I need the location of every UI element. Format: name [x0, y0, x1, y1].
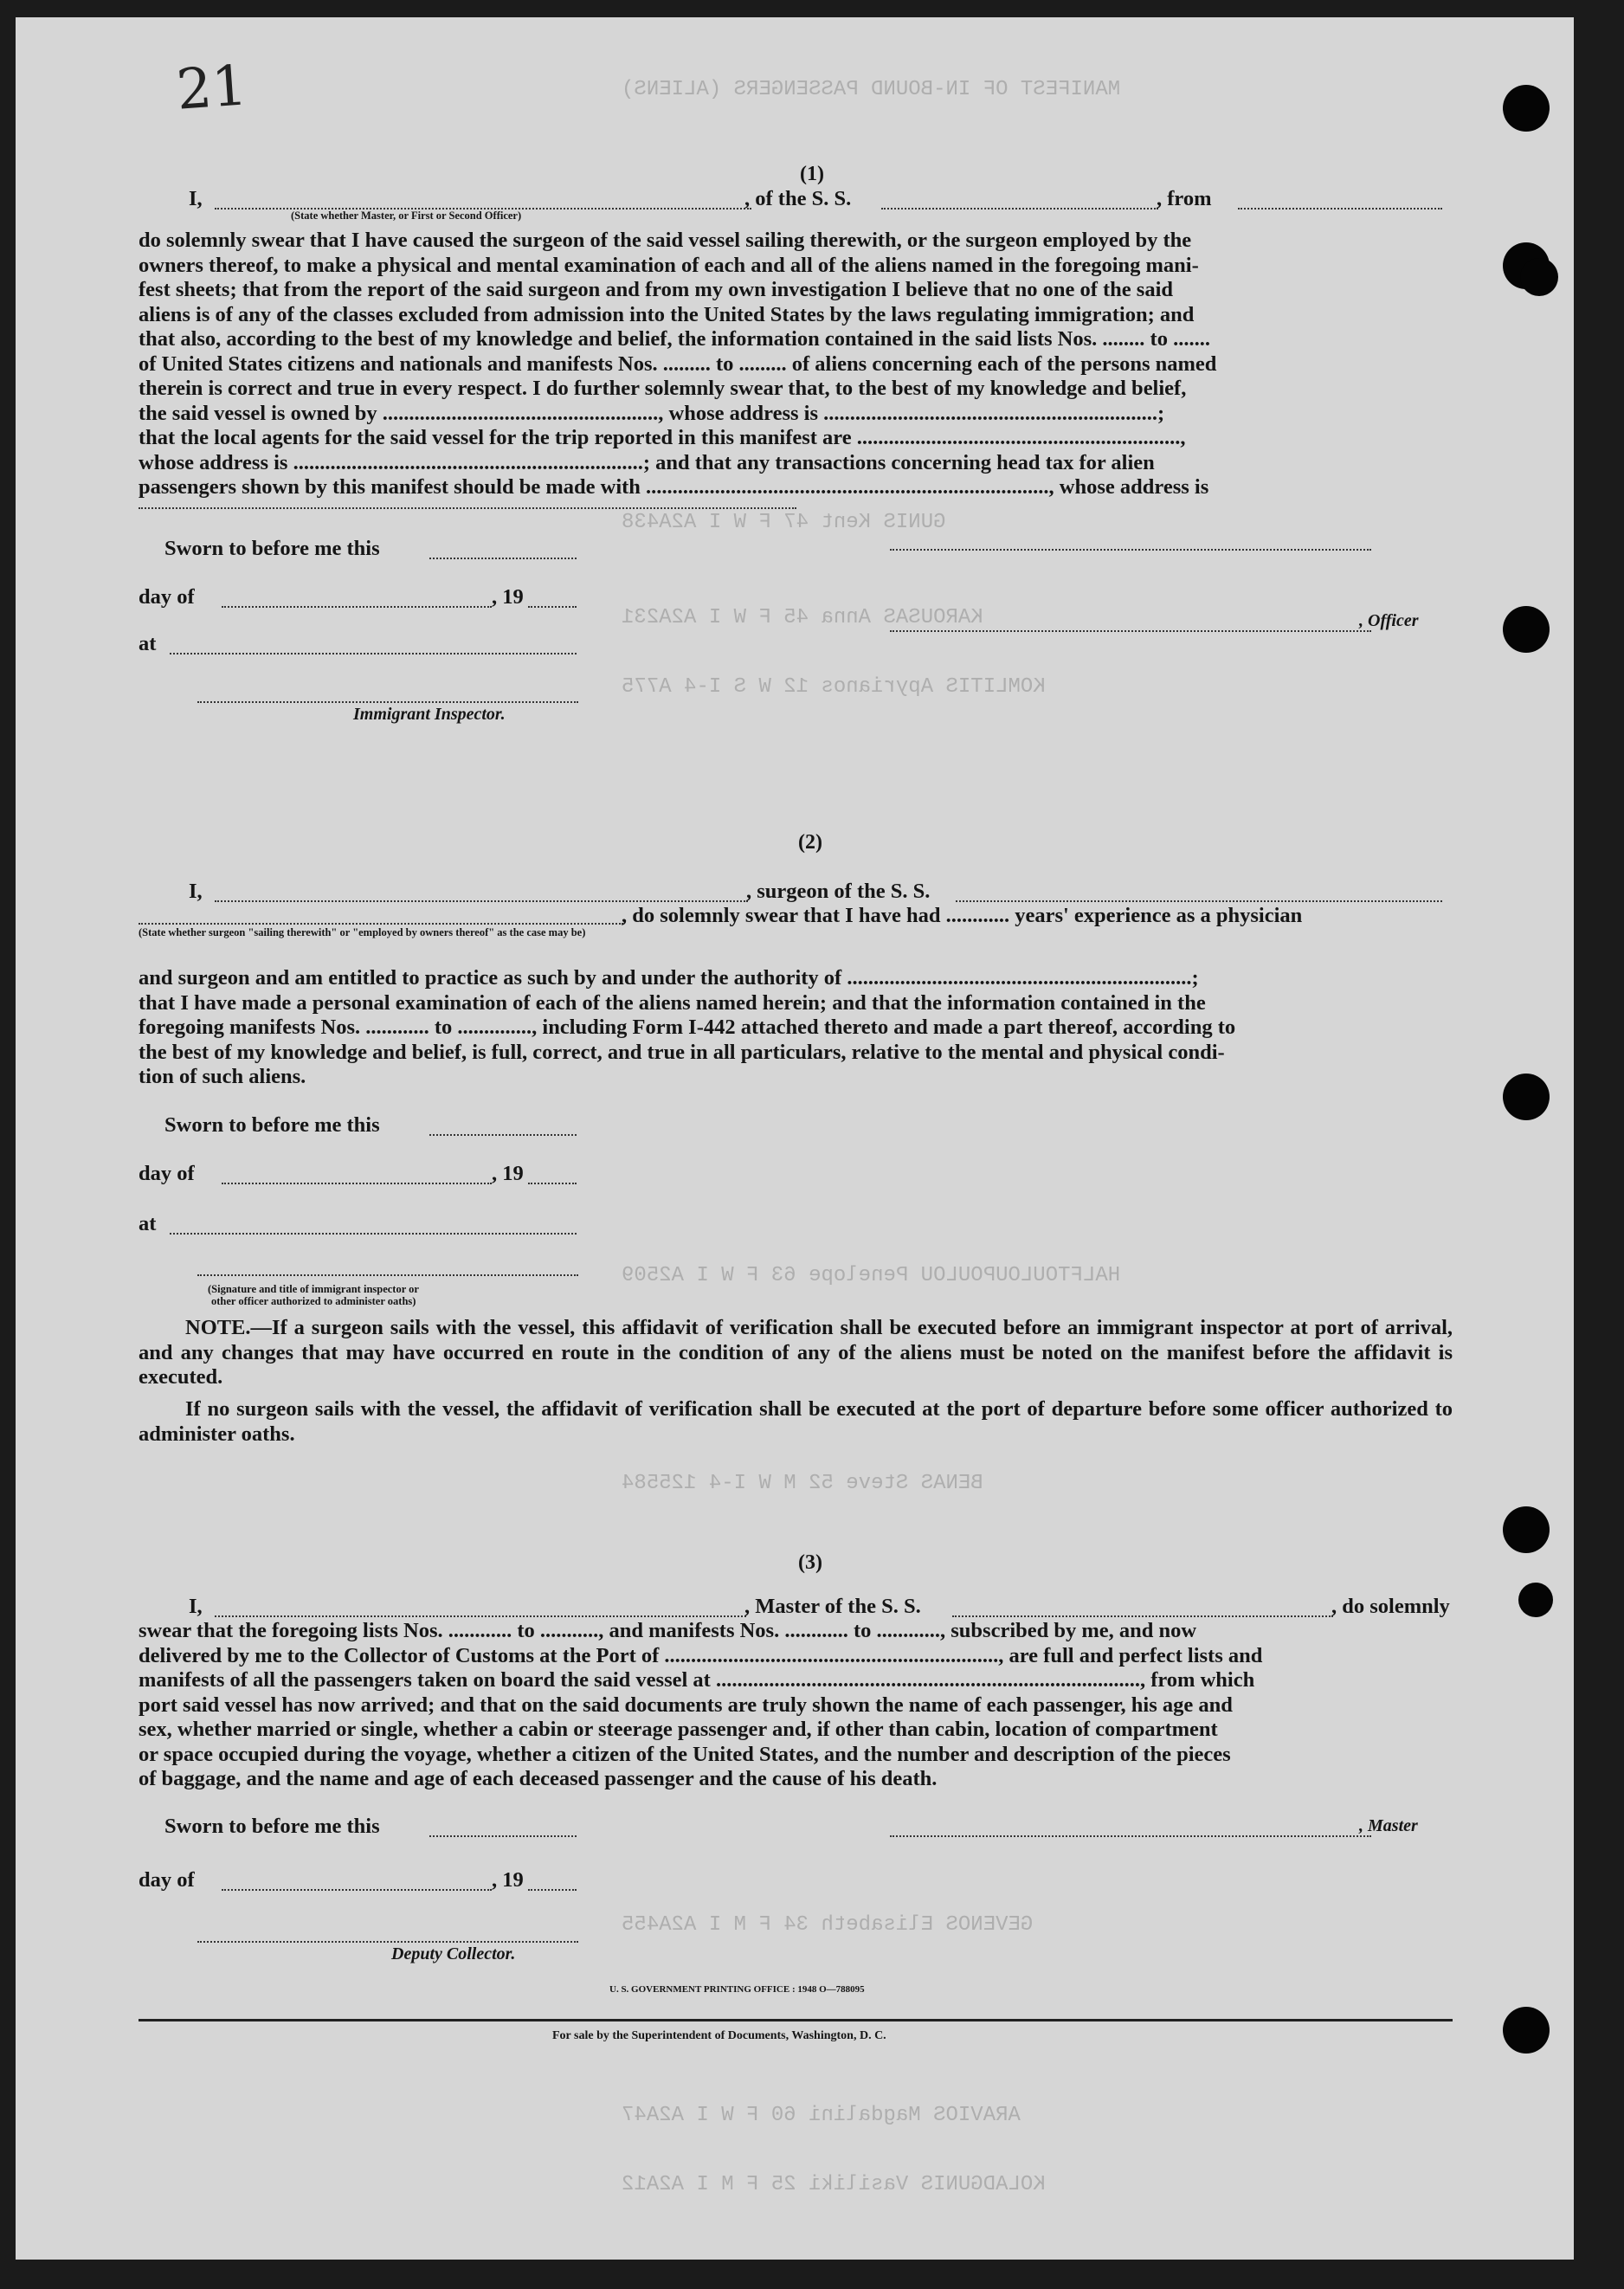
s2-at: at	[139, 1212, 157, 1235]
s1-day-of: day of	[139, 585, 195, 609]
s3-sworn-date-field[interactable]	[429, 1835, 577, 1837]
s1-year-field[interactable]	[528, 606, 577, 608]
bleed-through-text: KOLADGUNIS Vasiliki 25 F M I A2A12	[622, 2173, 1046, 2196]
section-3-number: (3)	[798, 1551, 822, 1574]
section-1-body: do solemnly swear that I have caused the surgeon of the said vessel sailing therewith, or the surgeon employed by the owners thereof, to make a physical and mental examination of each and all of the aliens named in the foregoing mani- fest sheets; that from the report of the said surgeon and from my own investigation I believe that no one of the said aliens is of any of the classes excluded from admission into the United States by the laws regulating immigration; and that also, according to the best of my knowledge and belief, the information contained in the said lists Nos. ........ to ....... of United States citizens and nationals and manifests Nos. ......... to ......... of aliens concerning each of the persons named therein is correct and true in every respect. I do further solemnly swear that, to the best of my knowledge and belief, the said vessel is owned by ...................................................., whose address is ...............................................................; that the local agents for the said vessel for the trip reported in this manifest are ............................................................., whose address is ..................................................................; and that any transactions concerning head tax for alien passengers shown by this manifest should be made with ............................................................................, whose address is	[139, 229, 1217, 499]
bleed-through-text: GEVENOS Elisabeth 34 F M I A2A455	[622, 1913, 1034, 1937]
master-label: , Master	[1359, 1816, 1418, 1835]
s1-of-ss: , of the S. S.	[744, 187, 852, 210]
from-port-field[interactable]	[1238, 208, 1442, 210]
s1-from: , from	[1157, 187, 1212, 210]
s3-master-of: , Master of the S. S.	[744, 1595, 921, 1618]
s2-day-field[interactable]	[222, 1183, 492, 1184]
s2-year-field[interactable]	[528, 1183, 577, 1184]
gpo-imprint: U. S. GOVERNMENT PRINTING OFFICE : 1948 O—788095	[609, 1984, 865, 1995]
officer-signature-field[interactable]	[890, 630, 1371, 632]
punch-hole	[1520, 258, 1558, 296]
inspector-signature-field[interactable]	[197, 701, 578, 703]
s3-solemnly: , do solemnly	[1331, 1595, 1450, 1618]
bleed-through-text: ARAVIOS Magdalini 60 F W I A2A47	[622, 2104, 1021, 2127]
surgeon-name-field[interactable]	[215, 900, 748, 902]
s2-vessel-field[interactable]	[956, 900, 1442, 902]
signature-caption-1: (Signature and title of immigrant inspector or	[208, 1283, 419, 1295]
immigrant-inspector-label: Immigrant Inspector.	[353, 705, 506, 724]
s3-year-field[interactable]	[528, 1889, 577, 1891]
section-1-number: (1)	[800, 163, 824, 185]
s3-year: , 19	[492, 1868, 524, 1892]
bleed-through-text: GUNIS Kent 47 F W I A2A438	[622, 511, 946, 534]
officer-label: , Officer	[1359, 611, 1419, 630]
punch-hole	[1503, 1074, 1550, 1120]
footer-rule	[139, 2019, 1453, 2021]
bleed-through-text: KOMLITIS Apyrianos 12 W S I-4 A775	[622, 675, 1046, 699]
officer-caption: (State whether Master, or First or Second Officer)	[291, 210, 522, 222]
punch-hole	[1503, 606, 1550, 653]
s1-day-field[interactable]	[222, 606, 492, 608]
s1-i: I,	[189, 187, 203, 210]
s3-vessel-field[interactable]	[952, 1615, 1333, 1617]
punch-hole	[1503, 1506, 1550, 1553]
for-sale-notice: For sale by the Superintendent of Documents, Washington, D. C.	[552, 2029, 886, 2042]
s1-at: at	[139, 632, 157, 655]
section-2-body: and surgeon and am entitled to practice as such by and under the authority of .................................................................; that I have made a personal examination of each of the aliens named herein; and that the information contained in the foregoing manifests Nos. ............ to .............., including Form I-442 attached thereto and made a part thereof, according to the best of my knowledge and belief, is full, correct, and true in all particulars, relative to the mental and physical condi- tion of such aliens.	[139, 966, 1236, 1088]
s3-sworn: Sworn to before me this	[164, 1815, 380, 1838]
page-number: 21	[174, 54, 249, 123]
bleed-through-text: MANIFEST OF IN-BOUND PASSENGERS (ALIENS)	[622, 78, 1121, 101]
signature-caption-2: other officer authorized to administer oaths)	[211, 1295, 416, 1307]
s3-day-field[interactable]	[222, 1889, 492, 1891]
s2-surgeon-of: , surgeon of the S. S.	[746, 880, 931, 903]
s1-sworn-date-field[interactable]	[429, 558, 577, 559]
section-3-body: swear that the foregoing lists Nos. ............ to ..........., and manifests Nos. ............ to ............, subscribed by me, and now delivered by me to the Collector of Customs at the Port of ..............................................................., are full and perfect lists and manifests of all the passengers taken on board the said vessel at ................................................................................, from which port said vessel has now arrived; and that on the said documents are truly shown the name of each passenger, his age and sex, whether married or single, whether a cabin or steerage passenger and, if other than cabin, location of compartment or space occupied during the voyage, whether a citizen of the United States, and the number and description of the pieces of baggage, and the name and age of each deceased passenger and the cause of his death.	[139, 1619, 1263, 1790]
s2-place-field[interactable]	[170, 1233, 577, 1235]
deputy-collector-label: Deputy Collector.	[391, 1944, 516, 1963]
s2-sworn: Sworn to before me this	[164, 1113, 380, 1137]
section-2-number: (2)	[798, 831, 822, 854]
s3-day-of: day of	[139, 1868, 195, 1892]
surgeon-caption: (State whether surgeon "sailing therewith" or "employed by owners thereof" as the case may be)	[139, 926, 586, 938]
s3-i: I,	[189, 1595, 203, 1618]
bleed-through-text: BENAS Steve 52 M W I-4 125584	[622, 1472, 983, 1495]
collector-signature-field[interactable]	[197, 1941, 578, 1943]
s2-day-of: day of	[139, 1162, 195, 1185]
s1-place-field[interactable]	[170, 653, 577, 654]
vessel-name-field[interactable]	[881, 208, 1158, 210]
s2-sworn-date-field[interactable]	[429, 1134, 577, 1136]
note-paragraph-1: NOTE.—If a surgeon sails with the vessel, this affidavit of verification shall be executed before an immigrant inspector at port of arrival, and any changes that may have occurred en route in the condition of any of the aliens must be noted on the manifest before the affidavit is executed.	[139, 1316, 1453, 1389]
punch-hole	[1503, 2007, 1550, 2054]
master-name-field[interactable]	[215, 1615, 746, 1617]
master-signature-field[interactable]	[890, 1835, 1371, 1837]
head-tax-address-field[interactable]	[139, 507, 796, 509]
s2-signature-field[interactable]	[197, 1274, 578, 1276]
note-paragraph-2: If no surgeon sails with the vessel, the affidavit of verification shall be executed at the port of departure before some officer authorized to administer oaths.	[139, 1397, 1453, 1446]
punch-hole	[1503, 85, 1550, 132]
punch-hole	[1518, 1583, 1553, 1617]
bleed-through-text: KAROUSAS Anna 45 F W I A2A231	[622, 606, 983, 629]
s2-i: I,	[189, 880, 203, 903]
surgeon-status-field[interactable]	[139, 923, 623, 925]
s1-year: , 19	[492, 585, 524, 609]
s1-sworn: Sworn to before me this	[164, 537, 380, 560]
bleed-through-text: HALFTOULOUPOULOU Penelope 63 F W I A2509	[622, 1264, 1121, 1287]
s2-experience: , do solemnly swear that I have had ............ years' experience as a physician	[622, 904, 1303, 927]
form-page	[16, 17, 1574, 2260]
officer-signature-line-1[interactable]	[890, 549, 1371, 551]
s2-year: , 19	[492, 1162, 524, 1185]
